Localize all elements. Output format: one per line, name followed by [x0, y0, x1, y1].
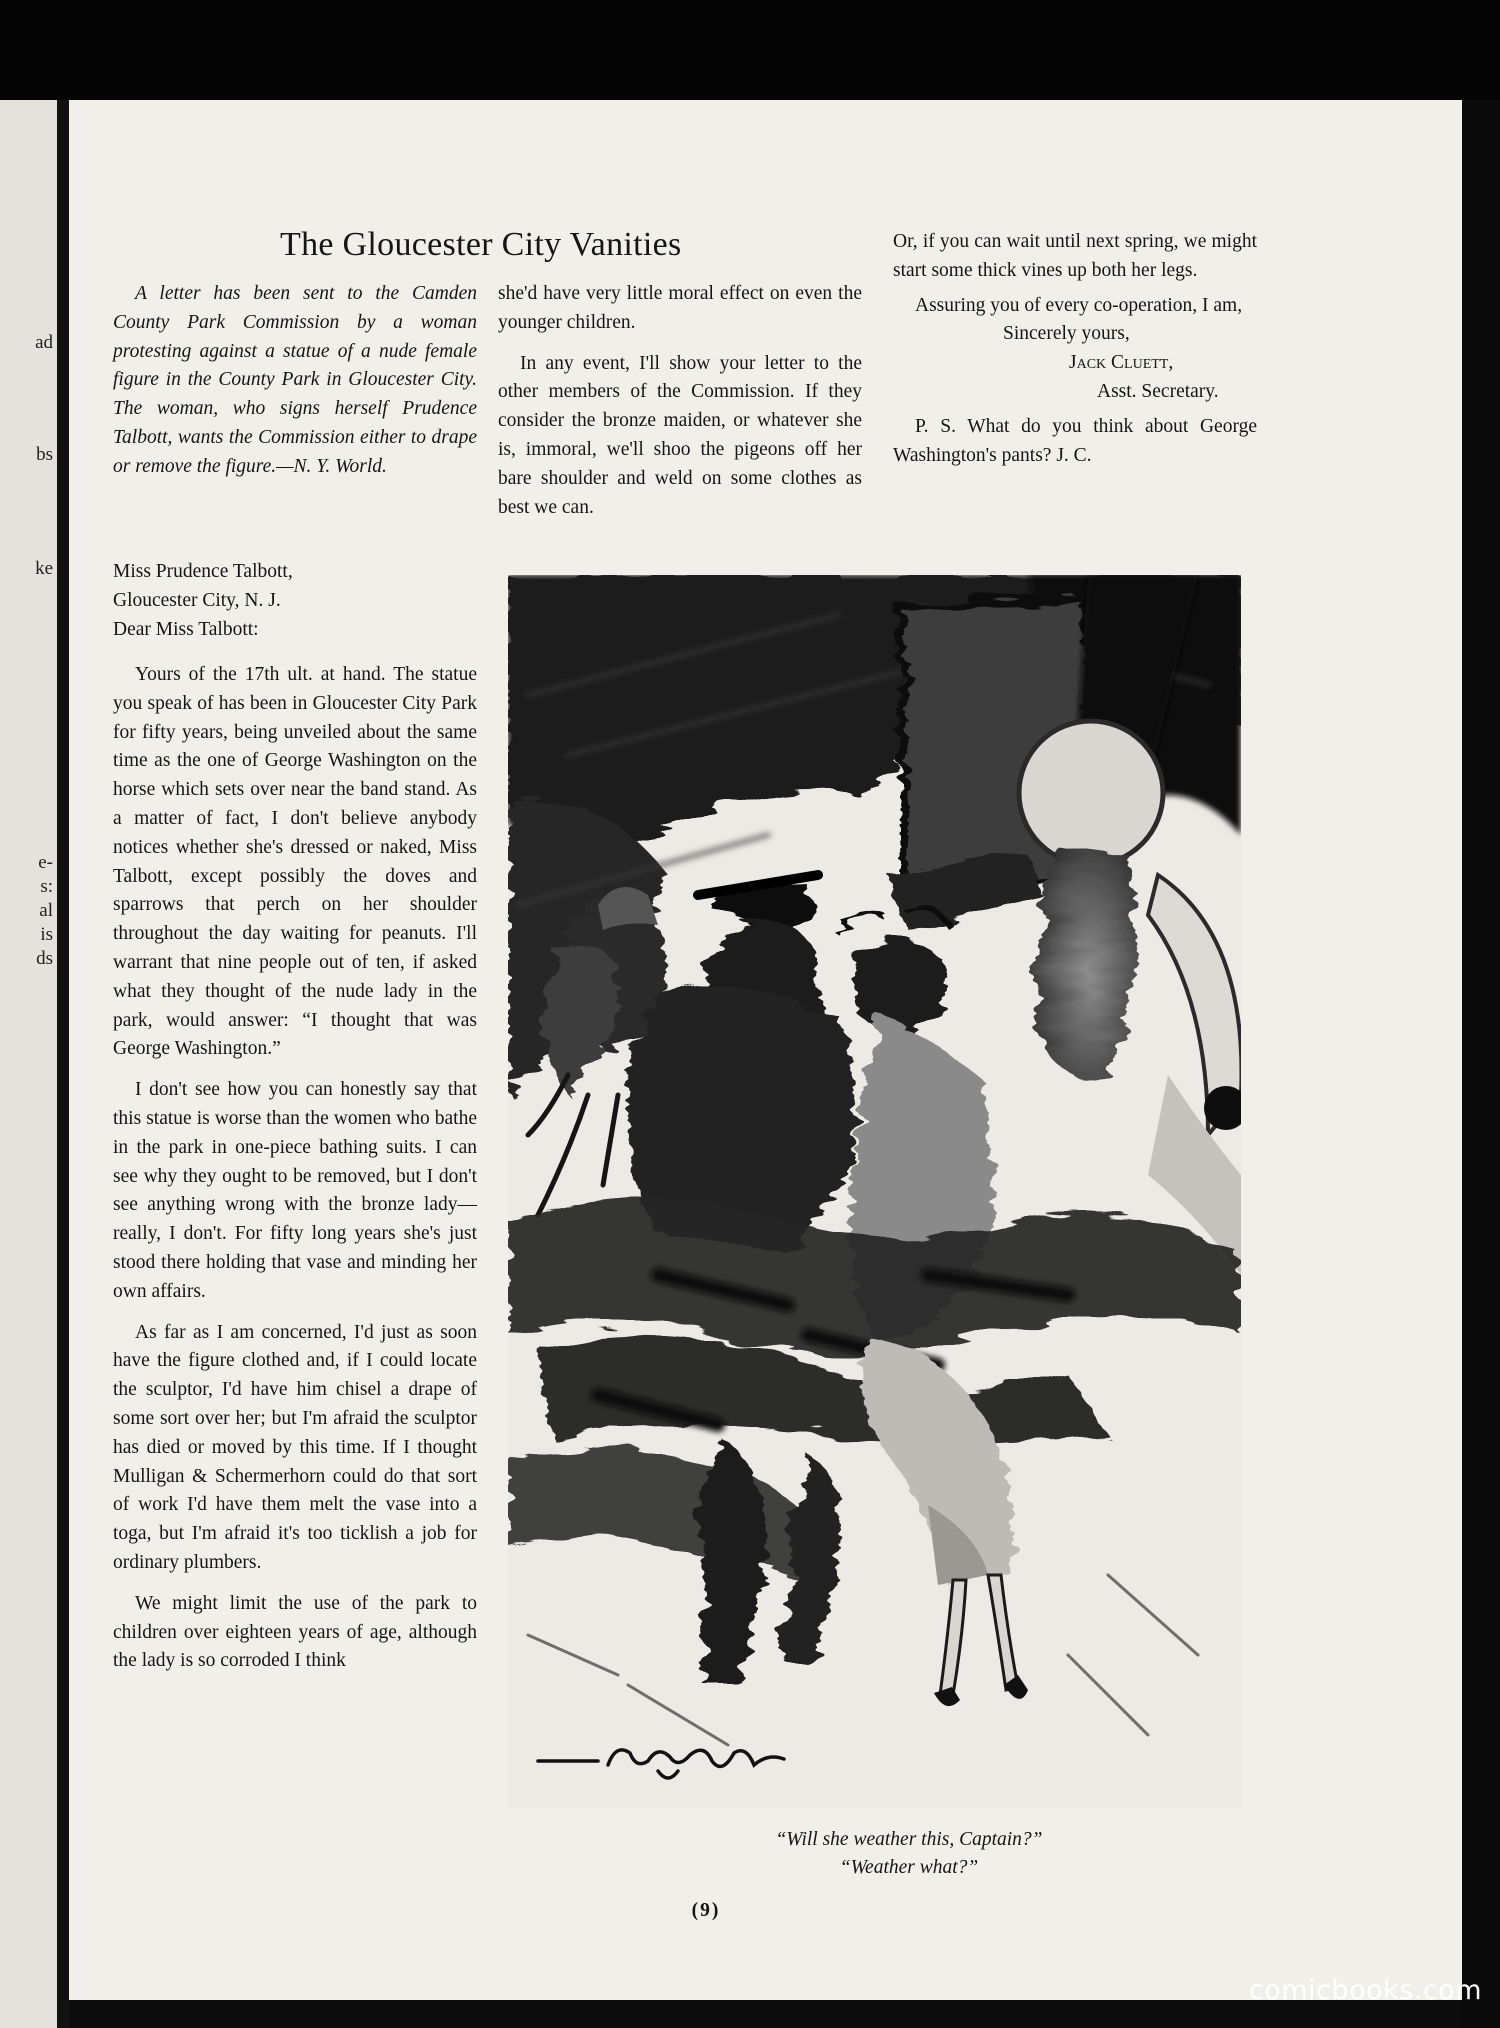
- facing-page-fragment: ke: [35, 558, 53, 579]
- cartoon-illustration: [508, 575, 1241, 1807]
- body-paragraph: Or, if you can wait until next spring, we might start some thick vines up both her legs.: [893, 231, 1257, 281]
- body-paragraph: she'd have very little moral effect on even the younger children.: [498, 283, 862, 333]
- middle-column: [498, 280, 862, 522]
- facing-page-fragment: bs: [36, 444, 53, 465]
- body-paragraph: In any event, I'll show your letter to the other members of the Commission. If they consider the bronze maiden, or whatever she is, immoral, we'll shoo the pigeons off her bare shoulder and weld on some clothes as best we can.: [498, 352, 862, 518]
- body-paragraph: Assuring you of every co-operation, I am,: [915, 294, 1243, 316]
- signature-name: Jack Cluett,: [1069, 352, 1174, 374]
- facing-page-fragment: ds: [36, 948, 53, 969]
- facing-page-fragment: ad: [35, 332, 53, 353]
- body-paragraph: We might limit the use of the park to children over eighteen years of age, although the lady is so corroded I think: [113, 1592, 477, 1672]
- illustration-caption: [599, 1826, 1219, 1882]
- intro-note: [113, 280, 477, 482]
- right-border: [1462, 100, 1500, 2028]
- postscript: P. S. What do you think about George Washington's pants? J. C.: [893, 415, 1257, 466]
- signature-title: Asst. Secretary.: [1097, 380, 1219, 402]
- body-paragraph: Yours of the 17th ult. at hand. The statue you speak of has been in Gloucester City Park for fifty years, being unveiled about the same time as the one of George Washington on the horse which sets over near the band stand. As a matter of fact, I don't believe anybody notices whether she's dressed or naked, Miss Talbott, except possibly the doves and sparrows that perch on her shoulder throughout the day waiting for peanuts. I'll warrant that nine people out of ten, if asked what they thought of the nude lady in the park, would answer: “I thought that was George Washington.”: [113, 664, 477, 1060]
- letter-closing: Sincerely yours,: [1003, 323, 1130, 345]
- page-number: (9): [691, 1900, 721, 1921]
- facing-page-edge: [0, 100, 57, 2028]
- facing-page-fragment: is: [40, 924, 53, 945]
- magazine-page: [69, 100, 1462, 2000]
- facing-page-fragment: al: [39, 900, 53, 921]
- salutation: Dear Miss Talbott:: [113, 618, 259, 640]
- article-title: The Gloucester City Vanities: [280, 226, 682, 263]
- right-column: [893, 228, 1257, 470]
- watermark: comicbooks.com: [1248, 1975, 1482, 2006]
- left-column-body: [113, 661, 477, 1676]
- facing-page-fragment: e-: [38, 852, 53, 873]
- top-border: [0, 0, 1500, 100]
- caption-line: “Weather what?”: [839, 1857, 979, 1878]
- body-paragraph: I don't see how you can honestly say that this statue is worse than the women who bathe in the park in one-piece bathing suits. I can see why they ought to be removed, but I don't see anything wrong with the bronze lady—really, I don't. For fifty long years she's just stood there holding that vase and minding her own affairs.: [113, 1079, 477, 1302]
- letter-address: [113, 558, 477, 644]
- facing-page-fragment: s:: [40, 876, 53, 897]
- intro-note-text: A letter has been sent to the Camden County Park Commission by a woman protesting against a statue of a nude female figure in the County Park in Gloucester City. The woman, who signs herself Prudence Talbott, wants the Commission either to drape or remove the figure.—N. Y. World.: [113, 283, 477, 477]
- body-paragraph: As far as I am concerned, I'd just as soon have the figure clothed and, if I could locate the sculptor, I'd have him chisel a drape of some sort over her; but I'm afraid the sculptor has died or moved by this time. If I thought Mulligan & Schermerhorn could do that sort of work I'd have them melt the vase into a toga, but I'm afraid it's too ticklish a job for ordinary plumbers.: [113, 1321, 477, 1573]
- caption-line: “Will she weather this, Captain?”: [775, 1829, 1043, 1850]
- address-line: Gloucester City, N. J.: [113, 589, 281, 611]
- page-gutter: [57, 100, 69, 2028]
- address-line: Miss Prudence Talbott,: [113, 561, 293, 582]
